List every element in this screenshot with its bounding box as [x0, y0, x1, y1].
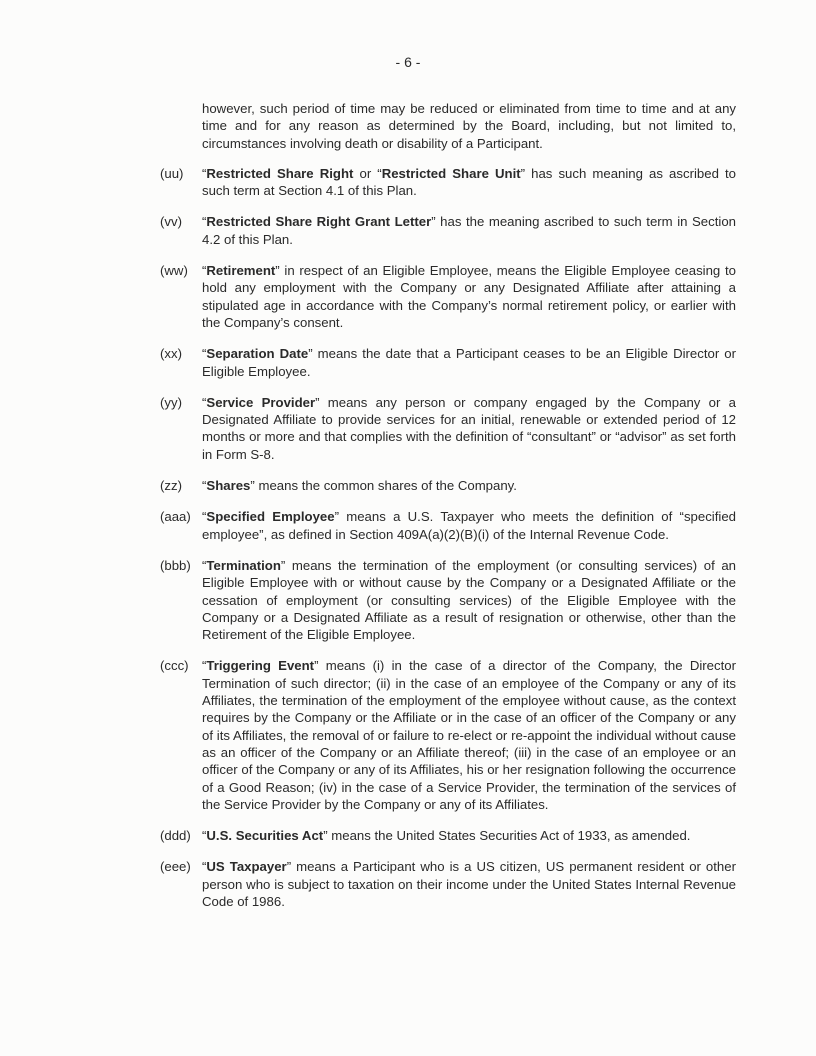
definition-text: ” means a Participant who is a US citizen, US permanent resident or other person who is subject to taxation on their income under the United States Internal Revenue Code of 1986.	[202, 859, 736, 909]
definition-bbb: (bbb) “Termination” means the termination of the employment (or consulting services) of an Eligible Employee with or without cause by the Company or a Designated Affiliate or the cessation of employment (or consulting services) of the Eligible Employee with the Company or a Designated Affiliate as a result of resignation or otherwise, other than the Retirement of the Eligible Employee.	[160, 557, 736, 643]
defined-term: Separation Date	[206, 346, 309, 362]
defined-term: U.S. Securities Act	[206, 828, 324, 844]
definition-text: ” means (i) in the case of a director of the Company, the Director Termination of such director; (ii) in the case of an employee of the Company or any of its Affiliates, the termination of the employment of the employee without cause, as the context requires by the Company or the Affiliate or in the case of an officer of the Company or any of its Affiliates, the removal of or failure to re-elect or re-appoint the individual without cause as an officer of the Company or an Affiliate thereof; (iii) in the case of an employee or an officer of the Company or any of its Affiliates, his or her resignation following the occurrence of a Good Reason; (iv) in the case of a Service Provider, the termination of the services of the Service Provider by the Company or any of its Affiliates.	[202, 658, 736, 812]
definition-label: (eee)	[160, 859, 191, 875]
definition-ddd: (ddd) “U.S. Securities Act” means the United States Securities Act of 1933, as amended.	[160, 828, 691, 844]
definition-text: ” means any person or company engaged by the Company or a Designated Affiliate to provide services for an initial, renewable or extended period of 12 months or more and that complies with the definition of “consultant” or “advisor” as set forth in Form S-8.	[202, 394, 736, 462]
defined-term: Restricted Share Unit	[381, 165, 521, 181]
continuation-paragraph: however, such period of time may be reduced or eliminated from time to time and at any time and for any reason as determined by the Board, including, but not limited to, circumstances involving death or disability of a Participant.	[202, 101, 736, 151]
definition-text: ” means the date that a Participant ceases to be an Eligible Director or Eligible Employee.	[202, 346, 737, 379]
definition-label: (aaa)	[160, 509, 191, 525]
defined-term: Termination	[206, 557, 281, 573]
defined-term: Triggering Event	[206, 658, 315, 674]
definition-label: (bbb)	[160, 557, 191, 573]
defined-term: Service Provider	[206, 394, 316, 410]
defined-term: Restricted Share Right Grant Letter	[206, 214, 432, 230]
definitions-content	[160, 100, 736, 924]
definition-ccc: (ccc) “Triggering Event” means (i) in the case of a director of the Company, the Director Termination of such director; (ii) in the case of an employee of the Company or any of its Affiliates, the termination of the employment of the employee without cause, as the context requires by the Company or the Affiliate or in the case of an officer of the Company or any of its Affiliates, the removal of or failure to re-elect or re-appoint the individual without cause as an officer of the Company or an Affiliate thereof; (iii) in the case of an employee or an officer of the Company or any of its Affiliates, his or her resignation following the occurrence of a Good Reason; (iv) in the case of a Service Provider, the termination of the services of the Service Provider by the Company or any of its Affiliates.	[160, 658, 736, 812]
definition-aaa: (aaa) “Specified Employee” means a U.S. Taxpayer who meets the definition of “specified employee”, as defined in Section 409A(a)(2)(B)(i) of the Internal Revenue Code.	[160, 509, 737, 542]
defined-term: Specified Employee	[206, 509, 335, 525]
definition-text: ” has such meaning as ascribed to such term at Section 4.1 of this Plan.	[202, 165, 736, 199]
definition-uu: (uu) “Restricted Share Right or “Restricted Share Unit” has such meaning as ascribed to such term at Section 4.1 of this Plan.	[160, 165, 736, 199]
definition-text: ” means the common shares of the Company.	[250, 478, 517, 494]
definition-vv: (vv) “Restricted Share Right Grant Letter” has the meaning ascribed to such term in Section 4.2 of this Plan.	[160, 214, 736, 247]
definition-label: (ccc)	[160, 658, 189, 674]
definition-label: (yy)	[160, 394, 182, 410]
definition-yy: (yy) “Service Provider” means any person or company engaged by the Company or a Designated Affiliate to provide services for an initial, renewable or extended period of 12 months or more and that complies with the definition of “consultant” or “advisor” as set forth in Form S-8.	[160, 394, 736, 462]
definition-text: ” means the United States Securities Act of 1933, as amended.	[323, 828, 691, 844]
definition-text: ” means the termination of the employment (or consulting services) of an Eligible Employee with or without cause by the Company or a Designated Affiliate or the cessation of employment (or consulting services) of the Eligible Employee with the Company or a Designated Affiliate as a result of resignation or otherwise, other than the Retirement of the Eligible Employee.	[202, 557, 736, 643]
definition-zz: (zz) “Shares” means the common shares of the Company.	[160, 478, 517, 494]
definition-eee: (eee) “US Taxpayer” means a Participant who is a US citizen, US permanent resident or other person who is subject to taxation on their income under the United States Internal Revenue Code of 1986.	[160, 859, 736, 909]
definition-text: ” in respect of an Eligible Employee, means the Eligible Employee ceasing to hold any employment with the Company or any Designated Affiliate after attaining a stipulated age in accordance with the Company’s normal retirement policy, or earlier with the Company’s consent.	[202, 263, 736, 330]
definition-text: ” has the meaning ascribed to such term in Section 4.2 of this Plan.	[202, 214, 736, 247]
definition-label: (uu)	[160, 165, 184, 181]
definition-ww: (ww) “Retirement” in respect of an Eligible Employee, means the Eligible Employee ceasing to hold any employment with the Company or any Designated Affiliate after attaining a stipulated age in accordance with the Company’s normal retirement policy, or earlier with the Company’s consent.	[160, 263, 736, 330]
defined-term: Shares	[206, 478, 251, 494]
defined-term: US Taxpayer	[206, 859, 287, 875]
definition-label: (zz)	[160, 478, 182, 494]
definition-xx: (xx) “Separation Date” means the date that a Participant ceases to be an Eligible Director or Eligible Employee.	[160, 346, 737, 379]
definition-label: (ddd)	[160, 828, 191, 844]
definition-label: (vv)	[160, 214, 182, 230]
definition-text: ” means a U.S. Taxpayer who meets the definition of “specified employee”, as defined in Section 409A(a)(2)(B)(i) of the Internal Revenue Code.	[202, 509, 737, 542]
defined-term: Retirement	[206, 263, 276, 279]
definition-label: (ww)	[160, 263, 188, 279]
page-number: - 6 -	[395, 54, 421, 70]
definition-label: (xx)	[160, 346, 182, 362]
defined-term: Restricted Share Right	[206, 165, 354, 181]
